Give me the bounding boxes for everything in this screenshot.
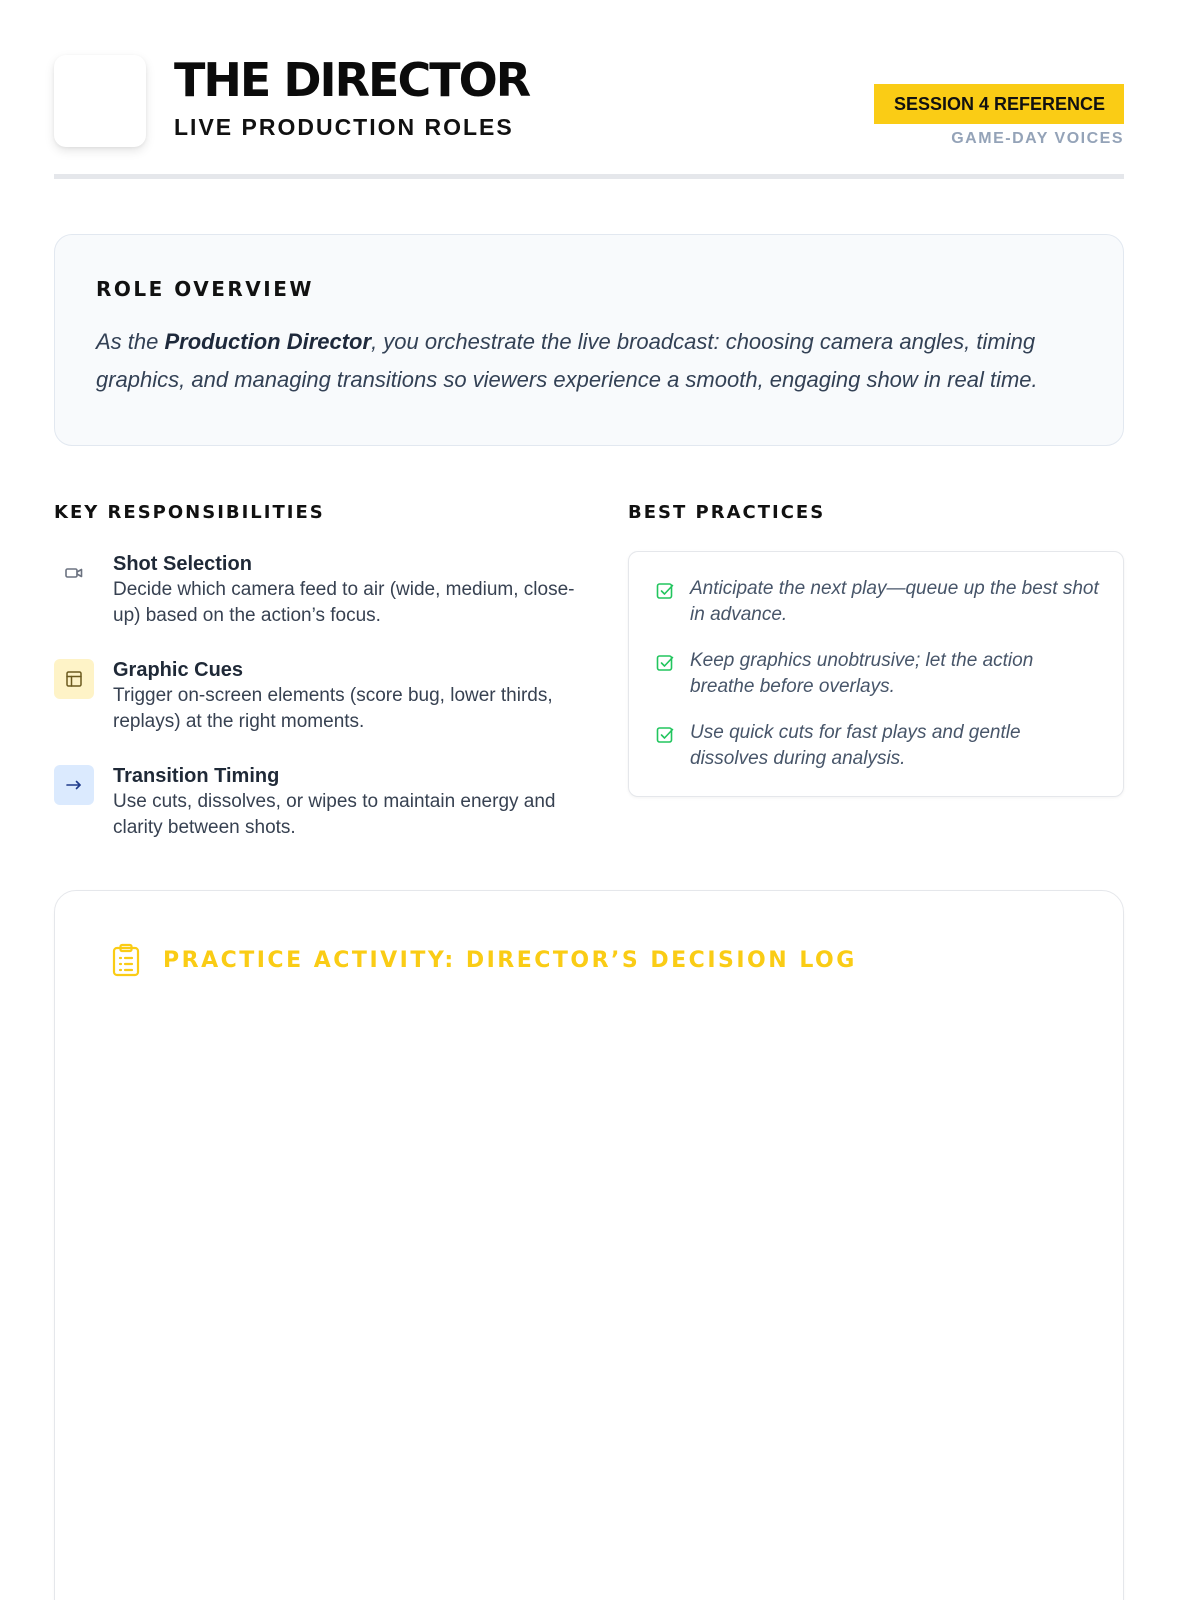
practice-activity-card xyxy=(54,890,1124,1600)
arrow-right-icon xyxy=(54,765,94,805)
clipboard-list-icon xyxy=(111,943,141,977)
header xyxy=(54,0,1124,178)
best-practice-item xyxy=(655,648,1099,700)
video-camera-icon xyxy=(54,553,94,593)
responsibility-item xyxy=(54,657,584,737)
badge-block xyxy=(874,84,1124,148)
title-block xyxy=(174,54,529,141)
responsibilities-column xyxy=(54,502,584,869)
responsibilities-list xyxy=(54,551,584,843)
logo-tile xyxy=(54,55,146,147)
best-practice-item xyxy=(655,720,1099,772)
brand-tag: GAME-DAY VOICES xyxy=(951,130,1124,147)
check-square-icon xyxy=(655,725,675,745)
best-practices-heading: BEST PRACTICES xyxy=(628,502,826,523)
responsibility-desc: Trigger on-screen elements (score bug, lower thirds, replays) at the right moments. xyxy=(113,685,553,732)
best-practices-column xyxy=(628,502,1124,797)
layout-icon xyxy=(54,659,94,699)
responsibilities-heading: KEY RESPONSIBILITIES xyxy=(54,502,325,523)
practice-activity-header xyxy=(111,943,1067,977)
best-practice-item xyxy=(655,576,1099,628)
role-overview-text xyxy=(96,323,1083,399)
responsibility-desc: Use cuts, dissolves, or wipes to maintain energy and clarity between shots. xyxy=(113,791,556,838)
page-subtitle: LIVE PRODUCTION ROLES xyxy=(174,114,514,140)
responsibility-title: Graphic Cues xyxy=(113,659,244,681)
overview-text-after: , you orchestrate the live broadcast: choosing camera angles, timing graphics, and managing transitions so viewers experience a smooth, engaging show in real time. xyxy=(96,329,1038,392)
overview-text-before: As the xyxy=(96,329,165,354)
session-badge: SESSION 4 REFERENCE xyxy=(874,84,1124,124)
responsibility-item xyxy=(54,551,584,631)
role-overview-heading: ROLE OVERVIEW xyxy=(96,277,314,301)
best-practices-card xyxy=(628,551,1124,797)
practice-activity-title: PRACTICE ACTIVITY: DIRECTOR’S DECISION LOG xyxy=(163,947,857,973)
page-title: THE DIRECTOR xyxy=(174,53,530,107)
best-practice-text: Keep graphics unobtrusive; let the action breathe before overlays. xyxy=(690,650,1034,697)
overview-text-bold: Production Director xyxy=(164,329,372,354)
responsibility-title: Shot Selection xyxy=(113,553,252,575)
check-square-icon xyxy=(655,581,675,601)
header-divider xyxy=(54,174,1124,179)
best-practice-text: Anticipate the next play—queue up the best shot in advance. xyxy=(690,578,1099,625)
best-practice-text: Use quick cuts for fast plays and gentle dissolves during analysis. xyxy=(690,722,1021,769)
two-column-section xyxy=(54,502,1124,862)
responsibility-item xyxy=(54,763,584,843)
role-overview-card xyxy=(54,234,1124,446)
check-square-icon xyxy=(655,653,675,673)
responsibility-title: Transition Timing xyxy=(113,765,280,787)
responsibility-desc: Decide which camera feed to air (wide, medium, close-up) based on the action’s focus. xyxy=(113,579,575,626)
